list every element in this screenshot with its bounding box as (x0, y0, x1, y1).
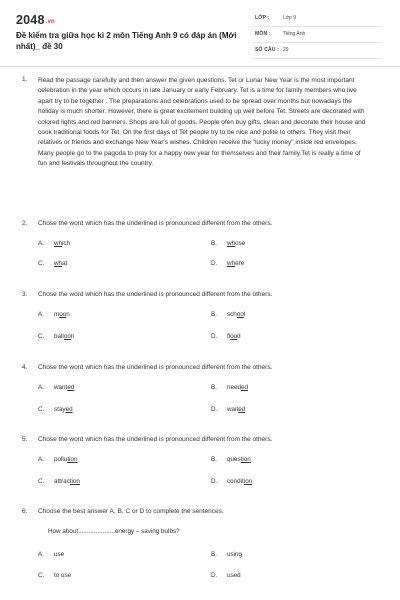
option-text: using (227, 551, 243, 558)
underlined-part: tion (240, 456, 251, 463)
option-letter: A. (38, 456, 44, 463)
option-text: want (54, 384, 68, 391)
meta-row-class (252, 12, 382, 27)
question-number: 5. (22, 436, 28, 443)
option-text: need (227, 384, 242, 391)
option-text: m (54, 311, 60, 318)
option-text: n (66, 311, 70, 318)
option-d[interactable] (211, 333, 241, 340)
meta-row-subject (252, 28, 382, 43)
option-letter: C. (38, 406, 45, 413)
question-number: 1. (22, 76, 28, 83)
option-text: attrac (54, 478, 70, 485)
option-c[interactable] (38, 406, 73, 413)
question-number: 2. (22, 220, 28, 227)
option-d[interactable] (211, 572, 241, 579)
option-text: to use (54, 572, 72, 579)
option-letter: A. (38, 240, 44, 247)
underlined-part: tion (69, 478, 80, 485)
underlined-part: ion (243, 478, 253, 485)
meta-label: MÔN : (255, 31, 271, 37)
underlined-part: oo (230, 333, 238, 340)
underlined-part: ed (67, 384, 75, 391)
option-d[interactable] (211, 260, 244, 267)
option-text: pollu (54, 456, 68, 463)
option-letter: A. (38, 551, 44, 558)
option-letter: B. (211, 551, 217, 558)
underlined-part: oo (59, 311, 67, 318)
option-text: sch (227, 311, 237, 318)
option-text: use (54, 551, 65, 558)
question-text: Chose the word which has the underlined is pronounced different from the others. (38, 220, 273, 227)
option-text: ose (235, 240, 246, 247)
option-letter: D. (211, 260, 218, 267)
option-a[interactable] (38, 240, 70, 247)
option-d[interactable] (211, 478, 252, 485)
option-letter: C. (38, 333, 45, 340)
meta-value: Tiếng Anh (283, 31, 306, 37)
option-a[interactable] (38, 551, 64, 558)
option-b[interactable] (211, 240, 245, 247)
header (0, 0, 400, 64)
reading-passage: Read the passage carefully and then answer the given questions. Tet or Lunar New Year is the most important celebration in the year which occurs in late January or early February. Tet is a time for family members who live apart try to be together . The preparations and celebrations used to be spread over months but nowadays the holiday is much shorter. However, there is great excitement building up well before Tet. Streets are decorated with colored lights and red banners. Shops are full of goods. People ofen buy gifts, clean and decorate their house and cook traditional foods for Tet. On the first days of Tet people try to be nice and polite to others. They visit their relatives or friends and exchange New Year's wishes. Children receive the "lucky money" inside red envelopes. Many people go to the pagoda to pray for a happy new year for themselves and their family.Tet is really a time of fun and festivals throughout the country. (38, 77, 366, 168)
option-text: d (237, 333, 241, 340)
question-sentence: How about.....................energy – saving bulbs? (48, 528, 180, 535)
underlined-part: tion (67, 456, 78, 463)
question-number: 4. (22, 364, 28, 371)
option-text: wait (227, 406, 239, 413)
meta-label: LỚP : (255, 15, 270, 21)
underlined-part: oo (63, 333, 71, 340)
option-letter: D. (211, 572, 218, 579)
option-a[interactable] (38, 456, 77, 463)
meta-row-count (252, 44, 382, 59)
meta-label: SỐ CÂU : (255, 47, 280, 53)
option-letter: B. (211, 456, 217, 463)
option-letter: B. (211, 311, 217, 318)
option-letter: A. (38, 311, 44, 318)
underlined-part: wh (227, 240, 236, 247)
option-a[interactable] (38, 384, 74, 391)
option-a[interactable] (38, 311, 70, 318)
page-title: Đề kiểm tra giữa học kì 2 môn Tiếng Anh 9 có đáp án (Mới nhất)_ đề 30 (16, 31, 237, 51)
option-text: condit (227, 478, 244, 485)
option-text: stay (54, 406, 66, 413)
question-number: 3. (22, 291, 28, 298)
option-b[interactable] (211, 551, 242, 558)
meta-value: 29 (283, 47, 289, 53)
logo-text: 2048 (16, 13, 45, 27)
meta-value: Lớp 9 (283, 15, 297, 21)
option-letter: D. (211, 406, 218, 413)
question-text: Chose the word which has the underlined is pronounced different from the others. (38, 291, 273, 298)
option-letter: C. (38, 478, 45, 485)
option-text: l (243, 311, 246, 318)
option-c[interactable] (38, 260, 67, 267)
site-logo[interactable] (16, 13, 55, 27)
logo-suffix: .vn (45, 19, 55, 25)
option-c[interactable] (38, 333, 74, 340)
option-letter: C. (38, 572, 45, 579)
option-d[interactable] (211, 406, 245, 413)
underlined-part: ed (65, 406, 73, 413)
underlined-part: ed (238, 406, 246, 413)
question-text: Chose the word which has the underlined is pronounced different from the others. (38, 436, 273, 443)
option-text: used (227, 572, 241, 579)
option-letter: D. (211, 478, 218, 485)
option-text: ques (227, 456, 241, 463)
option-b[interactable] (211, 456, 251, 463)
option-letter: C. (38, 260, 45, 267)
option-letter: D. (211, 333, 218, 340)
underlined-part: wh (227, 260, 236, 267)
header-divider (0, 66, 400, 67)
option-letter: B. (211, 384, 217, 391)
option-text: fl (227, 333, 231, 340)
option-letter: B. (211, 240, 217, 247)
option-b[interactable] (211, 311, 245, 318)
question-text: Choose the best answer A, B, C or D to complete the sentences. (38, 508, 224, 515)
option-text: ere (235, 260, 245, 267)
question-number: 6. (22, 508, 28, 515)
option-letter: A. (38, 384, 44, 391)
option-text: n (70, 333, 75, 340)
option-c[interactable] (38, 572, 71, 579)
option-text: at (62, 260, 68, 267)
underlined-part: wh (54, 260, 63, 267)
underlined-part: wh (54, 240, 63, 247)
option-text: ball (54, 333, 64, 340)
question-text: Chose the word which has the underlined is pronounced different from the others. (38, 364, 273, 371)
underlined-part: oo (236, 311, 244, 318)
option-c[interactable] (38, 478, 80, 485)
option-text: ich (62, 240, 71, 247)
underlined-part: ed (241, 384, 249, 391)
option-b[interactable] (211, 384, 248, 391)
